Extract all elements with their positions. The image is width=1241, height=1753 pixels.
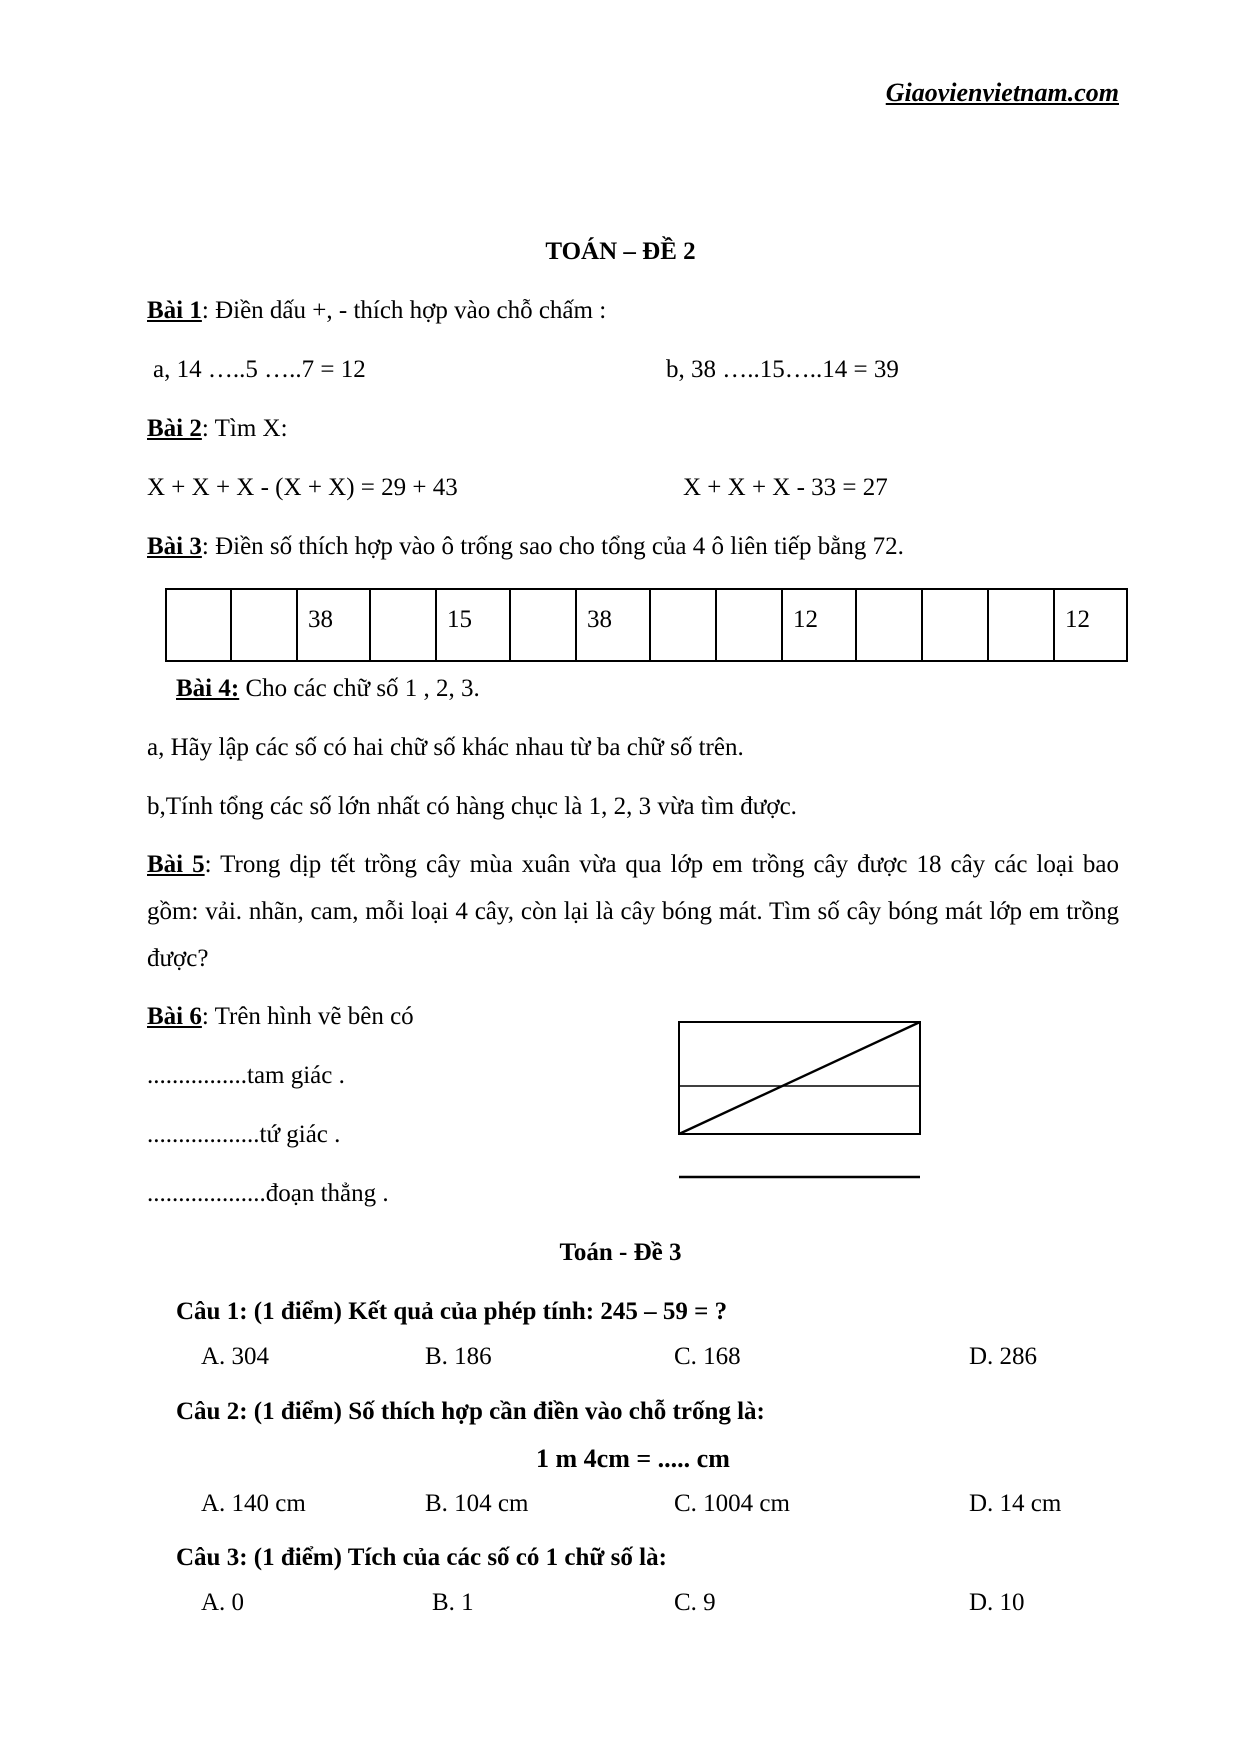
bai4-part-a: a, Hãy lập các số có hai chữ số khác nhau từ ba chữ số trên. bbox=[147, 734, 744, 761]
bai4-text: Cho các chữ số 1 , 2, 3. bbox=[239, 675, 480, 702]
bai6-text: : Trên hình vẽ bên có bbox=[201, 1003, 414, 1030]
bai5-paragraph bbox=[147, 841, 1119, 982]
cau2-option-d: D. 14 cm bbox=[969, 1490, 1062, 1517]
cau3-option-c: C. 9 bbox=[674, 1589, 716, 1616]
bai6-label: Bài 6 bbox=[147, 1003, 202, 1030]
grid-cell bbox=[856, 589, 922, 661]
grid-cell bbox=[166, 589, 231, 661]
figure-diagonal-line bbox=[679, 1022, 920, 1134]
cau3-question: Câu 3: (1 điểm) Tích của các số có 1 chữ số là: bbox=[176, 1544, 667, 1571]
de3-title: Toán - Đề 3 bbox=[559, 1239, 682, 1266]
grid-cell: 15 bbox=[436, 589, 510, 661]
grid-cell: 12 bbox=[1054, 589, 1127, 661]
bai4-heading bbox=[176, 676, 480, 701]
bai3-text: : Điền số thích hợp vào ô trống sao cho tổng của 4 ô liên tiếp bằng 72. bbox=[201, 533, 904, 560]
cau2-option-c: C. 1004 cm bbox=[674, 1490, 790, 1517]
bai1-part-a: a, 14 …..5 …..7 = 12 bbox=[153, 356, 366, 383]
cau1-option-b: B. 186 bbox=[425, 1343, 492, 1370]
cau1-option-a: A. 304 bbox=[201, 1343, 270, 1370]
grid-cell bbox=[716, 589, 782, 661]
cau2-expression: 1 m 4cm = ..... cm bbox=[536, 1444, 730, 1473]
bai2-equation-1: X + X + X - (X + X) = 29 + 43 bbox=[147, 474, 458, 501]
bai3-heading bbox=[147, 534, 904, 559]
bai2-heading bbox=[147, 416, 288, 441]
bai6-figure bbox=[672, 1015, 924, 1185]
bai5-label: Bài 5 bbox=[147, 851, 205, 878]
de2-title: TOÁN – ĐỀ 2 bbox=[545, 238, 696, 265]
bai2-label: Bài 2 bbox=[147, 415, 202, 442]
bai5-text: : Trong dịp tết trồng cây mùa xuân vừa qua lớp em trồng cây được 18 cây các loại bao gồm: vải. nhãn, cam, mỗi loại 4 cây, còn lại là cây bóng mát. Tìm số cây bóng mát lớp em trồng được? bbox=[147, 851, 1120, 972]
cau1-option-d: D. 286 bbox=[969, 1343, 1038, 1370]
bai6-quadrilateral-line: ..................tứ giác . bbox=[147, 1121, 341, 1148]
cau2-option-a: A. 140 cm bbox=[201, 1490, 306, 1517]
grid-cell bbox=[650, 589, 716, 661]
cau3-option-d: D. 10 bbox=[969, 1589, 1025, 1616]
bai1-part-b: b, 38 …..15…..14 = 39 bbox=[666, 356, 899, 383]
bai6-triangle-line: ................tam giác . bbox=[147, 1062, 345, 1089]
cau2-option-b: B. 104 cm bbox=[425, 1490, 529, 1517]
bai3-label: Bài 3 bbox=[147, 533, 202, 560]
grid-cell bbox=[510, 589, 576, 661]
cau1-question: Câu 1: (1 điểm) Kết quả của phép tính: 245 – 59 = ? bbox=[176, 1298, 728, 1325]
grid-cell bbox=[922, 589, 988, 661]
bai6-heading bbox=[147, 1004, 414, 1029]
grid-cell: 12 bbox=[782, 589, 856, 661]
bai1-heading bbox=[147, 298, 606, 323]
bai2-text: : Tìm X: bbox=[201, 415, 288, 442]
grid-cell bbox=[370, 589, 436, 661]
cau3-option-a: A. 0 bbox=[201, 1589, 245, 1616]
bai4-label: Bài 4: bbox=[176, 675, 240, 702]
cau1-option-c: C. 168 bbox=[674, 1343, 741, 1370]
grid-cell: 38 bbox=[297, 589, 370, 661]
grid-cell: 38 bbox=[576, 589, 650, 661]
cau2-question: Câu 2: (1 điểm) Số thích hợp cần điền vào chỗ trống là: bbox=[176, 1398, 765, 1425]
site-header: Giaovienvietnam.com bbox=[885, 78, 1119, 107]
bai4-part-b: b,Tính tổng các số lớn nhất có hàng chục là 1, 2, 3 vừa tìm được. bbox=[147, 793, 797, 820]
bai6-segment-line: ...................đoạn thẳng . bbox=[147, 1180, 389, 1207]
grid-cell bbox=[988, 589, 1054, 661]
cau3-option-b: B. 1 bbox=[432, 1589, 474, 1616]
bai2-equation-2: X + X + X - 33 = 27 bbox=[683, 474, 888, 501]
grid-cell bbox=[231, 589, 297, 661]
bai3-number-grid bbox=[165, 588, 1128, 662]
bai1-text: : Điền dấu +, - thích hợp vào chỗ chấm : bbox=[201, 297, 607, 324]
bai1-label: Bài 1 bbox=[147, 297, 202, 324]
